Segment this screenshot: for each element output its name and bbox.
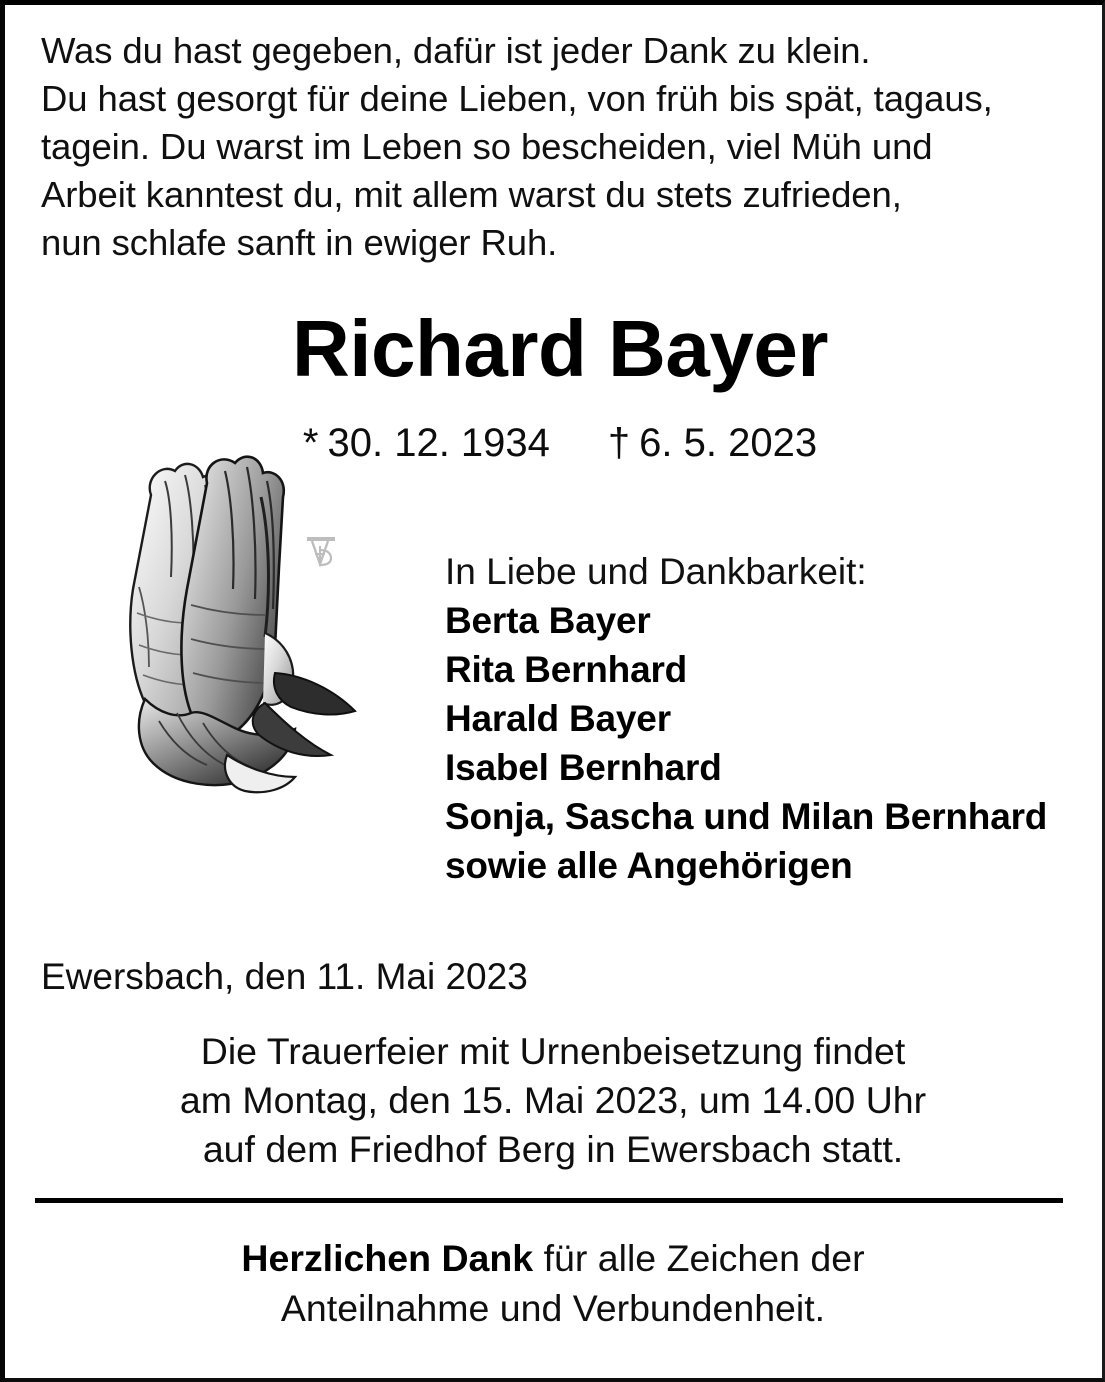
mourner-name: Rita Bernhard — [445, 649, 688, 690]
birth-date: 30. 12. 1934 — [327, 421, 550, 465]
mourner-name: Isabel Bernhard — [445, 747, 722, 788]
ceremony-line-3: auf dem Friedhof Berg in Ewersbach statt. — [202, 1128, 904, 1170]
thanks-line-2: Anteilnahme und Verbundenheit. — [280, 1287, 826, 1329]
place-and-date: Ewersbach, den 11. Mai 2023 — [41, 956, 528, 997]
mourner-name: sowie alle Angehörigen — [445, 845, 853, 886]
death-cross-icon: † — [607, 421, 631, 465]
mourner-name: Sonja, Sascha und Milan Bernhard — [445, 796, 1048, 837]
ceremony-line-1: Die Trauerfeier mit Urnenbeisetzung findet — [200, 1030, 906, 1072]
mourners-block — [445, 547, 1085, 890]
thanks-block — [41, 1233, 1065, 1333]
ceremony-details — [41, 1027, 1065, 1174]
verse-line-5: nun schlafe sanft in ewiger Ruh. — [41, 222, 558, 263]
birth-star-icon: * — [302, 421, 319, 465]
verse-line-3: tagein. Du warst im Leben so bescheiden, viel Müh und — [41, 126, 933, 167]
thanks-line-1-rest: für alle Zeichen der — [533, 1237, 865, 1279]
verse-line-2: Du hast gesorgt für deine Lieben, von früh bis spät, tagaus, — [41, 78, 993, 119]
notice-inner — [5, 5, 1102, 1378]
ceremony-line-2: am Montag, den 15. Mai 2023, um 14.00 Uhr — [179, 1079, 927, 1121]
praying-hands-icon — [79, 437, 379, 803]
memorial-verse — [41, 27, 1061, 267]
death-date-group — [608, 421, 817, 465]
death-date: 6. 5. 2023 — [639, 421, 818, 465]
mourner-name: Harald Bayer — [445, 698, 671, 739]
mourners-intro: In Liebe und Dankbarkeit: — [445, 551, 867, 592]
verse-line-4: Arbeit kanntest du, mit allem warst du stets zufrieden, — [41, 174, 902, 215]
verse-line-1: Was du hast gegeben, dafür ist jeder Dank zu klein. — [41, 30, 871, 71]
horizontal-divider — [35, 1198, 1063, 1203]
thanks-emphasis: Herzlichen Dank — [241, 1237, 534, 1279]
deceased-name: Richard Bayer — [292, 304, 828, 393]
mourner-name: Berta Bayer — [445, 600, 651, 641]
durer-monogram-icon — [300, 532, 342, 570]
thanks-line-1 — [41, 1233, 1065, 1283]
